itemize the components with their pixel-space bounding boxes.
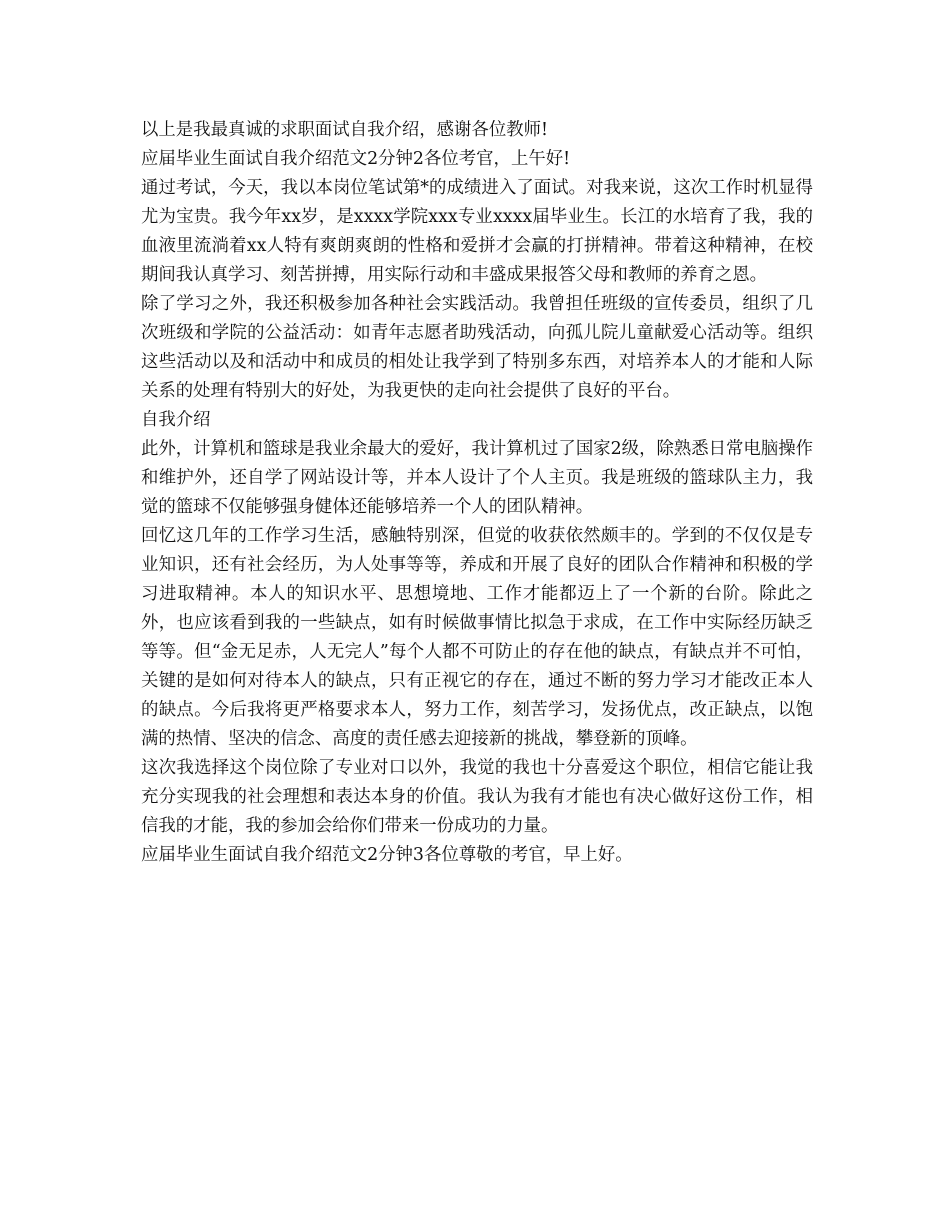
paragraph-hobbies: 此外，计算机和篮球是我业余最大的爱好，我计算机过了国家2级，除熟悉日常电脑操作和维护外，还自学了网站设计等，并本人设计了个人主页。我是班级的篮球队主力，我觉的篮球不仅能够强身健体还能够培养一个人的团队精神。 bbox=[141, 439, 813, 517]
paragraph-reflection: 回忆这几年的工作学习生活，感触特别深，但觉的收获依然颇丰的。学到的不仅仅是专业知识，还有社会经历，为人处事等等，养成和开展了良好的团队合作精神和积极的学习进取精神。本人的知识水平、思想境地、工作才能都迈上了一个新的台阶。除此之外，也应该看到我的一些缺点，如有时候做事情比拟急于求成，在工作中实际经历缺乏等等。但“金无足赤，人无完人”每个人都不可防止的存在他的缺点，有缺点并不可怕，关键的是如何对待本人的缺点，只有正视它的存在，通过不断的努力学习才能改正本人的缺点。今后我将更严格要求本人，努力工作，刻苦学习，发扬优点，改正缺点，以饱满的热情、坚决的信念、高度的责任感去迎接新的挑战，攀登新的顶峰。 bbox=[141, 526, 813, 749]
document-body bbox=[141, 116, 813, 870]
paragraph-closing-thanks: 以上是我最真诚的求职面试自我介绍，感谢各位教师! bbox=[141, 120, 548, 140]
paragraph-self-intro-label: 自我介绍 bbox=[141, 410, 211, 430]
paragraph-social-practice: 除了学习之外，我还积极参加各种社会实践活动。我曾担任班级的宣传委员，组织了几次班级和学院的公益活动：如青年志愿者助残活动，向孤儿院儿童献爱心活动等。组织这些活动以及和活动中和成员的相处让我学到了特别多东西，对培养本人的才能和人际关系的处理有特别大的好处，为我更快的走向社会提供了良好的平台。 bbox=[141, 294, 813, 401]
paragraph-job-choice: 这次我选择这个岗位除了专业对口以外，我觉的我也十分喜爱这个职位，相信它能让我充分实现我的社会理想和表达本身的价值。我认为我有才能也有决心做好这份工作，相信我的才能，我的参加会给你们带来一份成功的力量。 bbox=[141, 758, 813, 836]
paragraph-sample-3-heading: 应届毕业生面试自我介绍范文2分钟3各位尊敬的考官，早上好。 bbox=[141, 845, 633, 865]
paragraph-exam-intro: 通过考试，今天，我以本岗位笔试第*的成绩进入了面试。对我来说，这次工作时机显得尤为宝贵。我今年xx岁，是xxxx学院xxx专业xxxx届毕业生。长江的水培育了我，我的血液里流淌着xx人特有爽朗爽朗的性格和爱拼才会赢的打拼精神。带着这种精神，在校期间我认真学习、刻苦拼搏，用实际行动和丰盛成果报答父母和教师的养育之恩。 bbox=[141, 178, 813, 285]
paragraph-sample-2-heading: 应届毕业生面试自我介绍范文2分钟2各位考官，上午好! bbox=[141, 149, 571, 169]
